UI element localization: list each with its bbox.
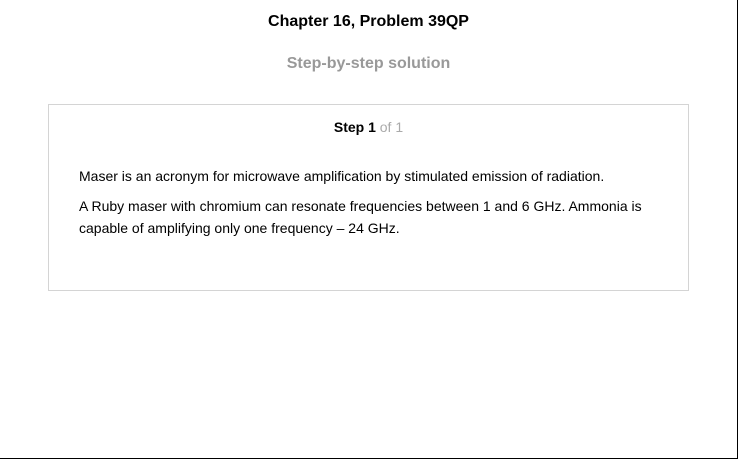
chapter-title: Chapter 16, Problem 39QP bbox=[268, 13, 469, 30]
step-paragraph: Maser is an acronym for microwave amplification by stimulated emission of radiation. bbox=[79, 168, 605, 184]
step-header bbox=[49, 118, 688, 136]
step-body bbox=[79, 165, 664, 247]
step-paragraph: A Ruby maser with chromium can resonate frequencies between 1 and 6 GHz. Ammonia is capable of amplifying only one frequency – 24 GHz. bbox=[79, 198, 642, 236]
step-card bbox=[48, 104, 689, 291]
step-count: of 1 bbox=[379, 119, 404, 135]
step-label: Step 1 bbox=[333, 119, 376, 135]
solution-subtitle: Step-by-step solution bbox=[286, 55, 451, 72]
